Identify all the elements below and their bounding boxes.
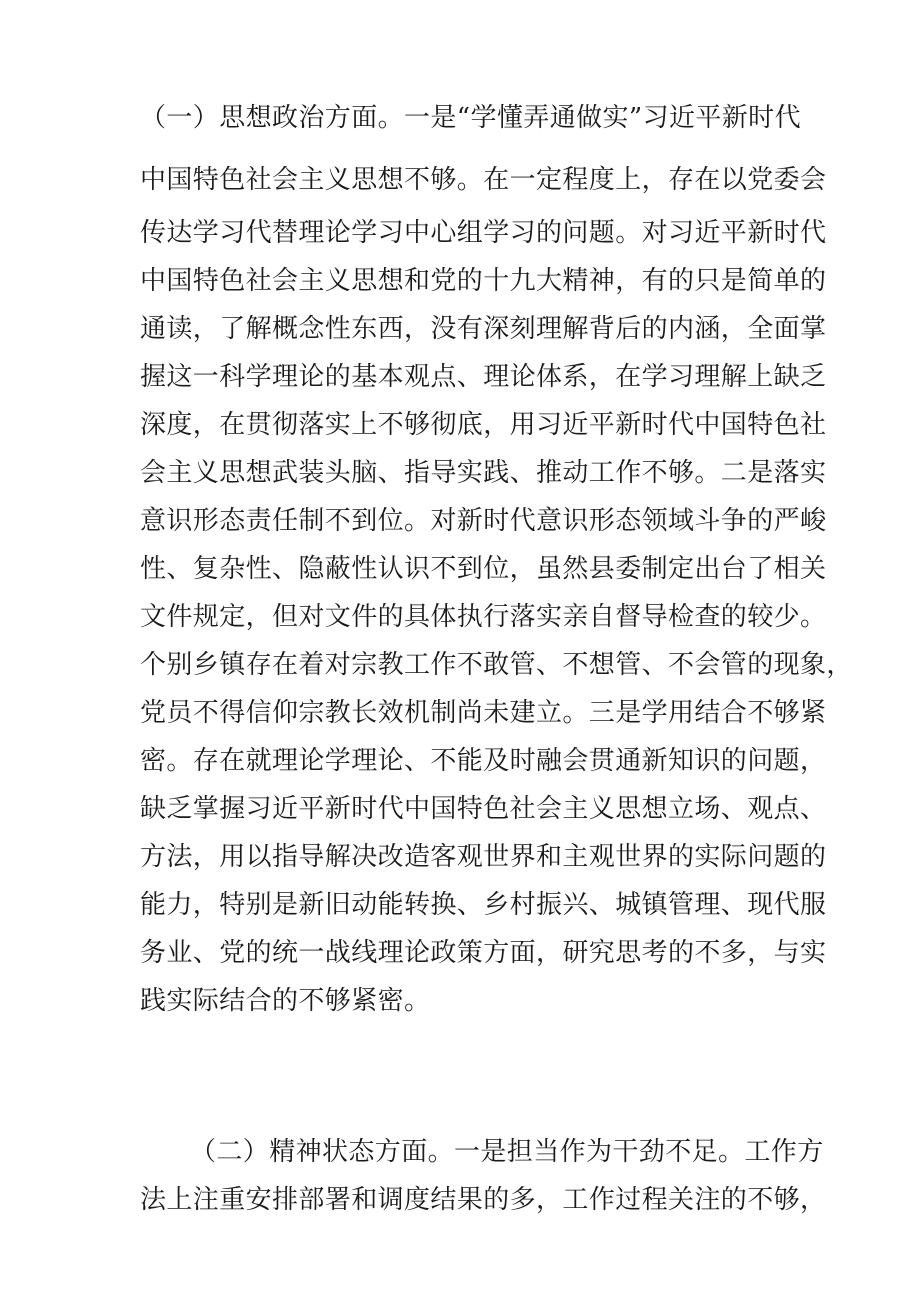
text-line: 缺乏掌握习近平新时代中国特色社会主义思想立场、观点、 [140, 794, 827, 824]
text-line: 中国特色社会主义思想不够。在一定程度上，存在以党委会 [140, 165, 827, 195]
text-line: 意识形态责任制不到位。对新时代意识形态领域斗争的严峻 [140, 506, 827, 536]
text-line: 传达学习代替理论学习中心组学习的问题。对习近平新时代 [140, 218, 827, 248]
text-line: 性、复杂性、隐蔽性认识不到位，虽然县委制定出台了相关 [140, 554, 827, 584]
text-line: 密。存在就理论学理论、不能及时融会贯通新知识的问题， [140, 746, 827, 776]
text-line: 方法，用以指导解决改造客观世界和主观世界的实际问题的 [140, 842, 827, 872]
text-line: 握这一科学理论的基本观点、理论体系，在学习理解上缺乏 [140, 362, 827, 392]
text-line: 个别乡镇存在着对宗教工作不敢管、不想管、不会管的现象， [140, 650, 853, 680]
text-line: 通读，了解概念性东西，没有深刻理解背后的内涵，全面掌 [140, 314, 827, 344]
text-line: 践实际结合的不够紧密。 [140, 986, 431, 1016]
text-line: 中国特色社会主义思想和党的十九大精神，有的只是简单的 [140, 266, 827, 296]
text-line: （二）精神状态方面。一是担当作为干劲不足。工作方 [190, 1137, 824, 1167]
text-line: 会主义思想武装头脑、指导实践、推动工作不够。二是落实 [140, 458, 827, 488]
text-line: 文件规定，但对文件的具体执行落实亲自督导检查的较少。 [140, 602, 827, 632]
text-line: 党员不得信仰宗教长效机制尚未建立。三是学用结合不够紧 [140, 698, 827, 728]
text-line: 能力，特别是新旧动能转换、乡村振兴、城镇管理、现代服 [140, 890, 827, 920]
text-line: （一）思想政治方面。一是“学懂弄通做实”习近平新时代 [140, 103, 801, 133]
text-line: 深度，在贯彻落实上不够彻底，用习近平新时代中国特色社 [140, 410, 827, 440]
text-line: 法上注重安排部署和调度结果的多，工作过程关注的不够， [140, 1185, 827, 1215]
text-line: 务业、党的统一战线理论政策方面，研究思考的不多，与实 [140, 938, 827, 968]
